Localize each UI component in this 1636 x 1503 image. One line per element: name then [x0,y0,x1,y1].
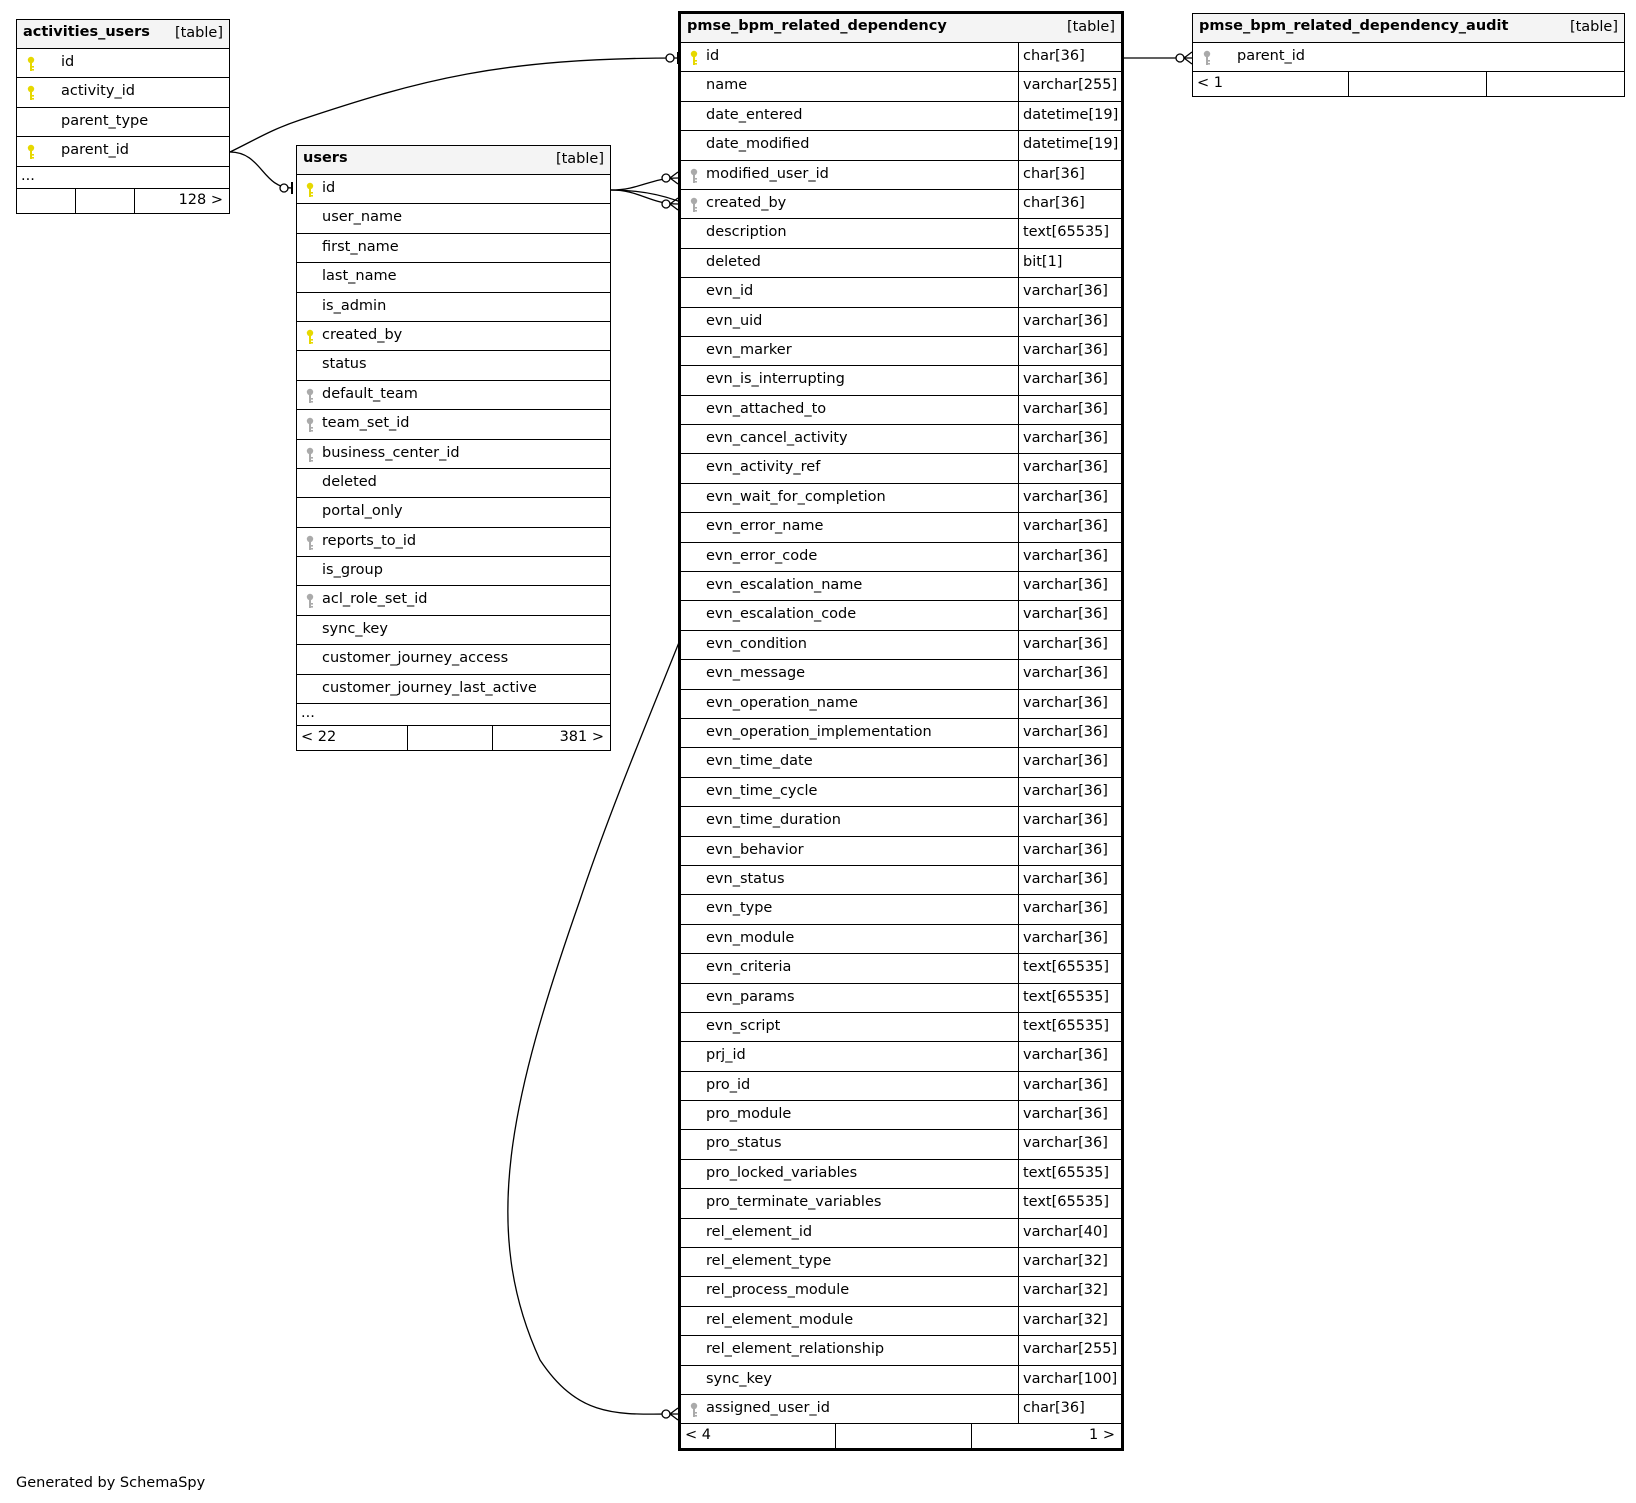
foreign-key-icon [306,417,314,433]
column-name: date_entered [706,106,803,123]
column-type: varchar[36] [1018,925,1121,953]
column-row[interactable] [681,190,1121,219]
column-name: id [322,180,336,196]
table-kind: [table] [1569,19,1618,35]
column-name: created_by [322,326,403,343]
column-type: varchar[36] [1018,719,1121,747]
column-row[interactable] [681,719,1121,748]
column-name: evn_params [706,988,795,1005]
column-type: varchar[36] [1018,1101,1121,1129]
column-name: description [706,224,787,241]
column-type: varchar[36] [1018,337,1121,365]
table-footer [681,1424,1121,1448]
column-type: varchar[36] [1018,895,1121,923]
column-row[interactable] [681,866,1121,895]
column-type: varchar[100] [1018,1366,1121,1394]
column-row[interactable] [297,234,610,263]
column-type: varchar[255] [1018,1336,1121,1364]
column-name: activity_id [61,83,135,100]
column-type: varchar[255] [1018,72,1121,100]
column-row[interactable] [681,1307,1121,1336]
column-row[interactable] [681,454,1121,483]
footer-divider [1348,72,1349,96]
column-type: varchar[36] [1018,513,1121,541]
rel-activities-users-to-users [230,152,292,188]
column-row[interactable] [681,278,1121,307]
column-row[interactable] [681,43,1121,72]
table-activities-users[interactable] [16,19,230,214]
table-header [1193,14,1624,43]
column-row[interactable] [17,49,229,78]
column-name: id [61,54,75,70]
footer-divider [492,726,493,750]
column-type: varchar[32] [1018,1248,1121,1276]
foreign-key-icon [690,1402,698,1418]
table-header [681,14,1121,43]
column-name: customer_journey_last_active [322,679,537,696]
column-name: rel_element_type [706,1253,832,1270]
column-type: text[65535] [1018,1160,1121,1188]
column-name: evn_escalation_name [706,577,863,594]
table-kind: [table] [555,151,604,167]
column-type: text[65535] [1018,1189,1121,1217]
parent-count-link[interactable]: < 1 [1197,75,1223,92]
column-row[interactable] [681,1042,1121,1071]
column-row[interactable] [297,204,610,233]
column-type: varchar[40] [1018,1219,1121,1247]
column-name: evn_behavior [706,841,804,858]
foreign-key-icon [306,388,314,404]
child-count-link[interactable]: 128 > [178,191,223,208]
column-type: datetime[19] [1018,131,1121,159]
column-name: evn_status [706,870,785,887]
column-type: varchar[36] [1018,278,1121,306]
column-name: evn_operation_name [706,694,858,711]
column-name: modified_user_id [706,165,829,182]
column-name: assigned_user_id [706,1399,830,1416]
column-row[interactable] [681,1248,1121,1277]
column-row[interactable] [681,1336,1121,1365]
column-name: first_name [322,238,399,255]
column-row[interactable] [681,131,1121,160]
column-type: varchar[36] [1018,690,1121,718]
column-row[interactable] [681,807,1121,836]
column-row[interactable] [681,308,1121,337]
column-name: pro_terminate_variables [706,1194,882,1211]
column-name: portal_only [322,503,403,520]
column-name: evn_script [706,1017,781,1034]
column-name: evn_escalation_code [706,606,857,623]
column-name: parent_id [61,142,130,159]
column-row[interactable] [681,837,1121,866]
column-row[interactable] [681,954,1121,983]
column-name: id [706,48,720,64]
column-name: sync_key [322,620,388,637]
column-type: varchar[36] [1018,1130,1121,1158]
column-type: varchar[36] [1018,778,1121,806]
column-name: business_center_id [322,444,460,461]
primary-key-icon [27,56,35,72]
column-row[interactable] [297,440,610,469]
column-row[interactable] [297,410,610,439]
rel-marker-zero [1176,54,1184,62]
footer-divider [134,189,135,213]
column-name: parent_type [61,112,149,129]
column-name: evn_marker [706,341,792,358]
column-name: parent_id [1237,48,1306,64]
rel-marker-zero [280,184,288,192]
footer-divider [835,1424,836,1448]
foreign-key-icon [306,593,314,609]
table-pmse-bpm-related-dependency-audit[interactable] [1192,13,1625,97]
column-name: evn_cancel_activity [706,430,848,447]
column-name: evn_module [706,929,795,946]
column-type: varchar[36] [1018,543,1121,571]
column-name: deleted [322,473,377,490]
column-row[interactable] [681,513,1121,542]
column-row[interactable] [681,1013,1121,1042]
rel-activities-users-to-dependency [230,58,678,152]
child-count-link[interactable]: 381 > [559,729,604,746]
column-type: varchar[32] [1018,1277,1121,1305]
primary-key-icon [27,144,35,160]
column-row[interactable] [681,984,1121,1013]
column-row[interactable] [297,675,610,704]
column-type: varchar[36] [1018,601,1121,629]
column-type: varchar[36] [1018,1042,1121,1070]
table-footer [17,189,229,213]
table-name[interactable]: pmse_bpm_related_dependency [687,18,947,34]
column-name: pro_id [706,1076,751,1093]
column-row[interactable] [681,1219,1121,1248]
column-row[interactable] [681,572,1121,601]
column-name: evn_error_code [706,547,818,564]
column-row[interactable] [297,263,610,292]
column-row[interactable] [681,1160,1121,1189]
primary-key-icon [27,85,35,101]
column-name: date_modified [706,136,810,153]
column-row[interactable] [297,498,610,527]
foreign-key-icon [1203,50,1211,66]
column-name: deleted [706,253,761,270]
column-name: status [322,356,367,373]
rel-marker-zero [666,54,674,62]
column-type: varchar[36] [1018,631,1121,659]
column-type: text[65535] [1018,984,1121,1012]
column-name: prj_id [706,1047,746,1064]
column-name: evn_operation_implementation [706,723,932,740]
column-name: evn_wait_for_completion [706,488,886,505]
foreign-key-icon [306,535,314,551]
column-type: varchar[36] [1018,308,1121,336]
table-users[interactable] [296,145,611,751]
parent-count-link[interactable]: < 22 [301,729,337,746]
column-row[interactable] [681,660,1121,689]
column-type: text[65535] [1018,219,1121,247]
column-name: evn_criteria [706,959,792,976]
column-name: evn_error_name [706,518,824,535]
column-row[interactable] [297,351,610,380]
column-row[interactable] [681,396,1121,425]
column-row[interactable] [681,72,1121,101]
column-row[interactable] [297,322,610,351]
column-row[interactable] [681,249,1121,278]
column-row[interactable] [681,895,1121,924]
column-row[interactable] [681,1101,1121,1130]
column-row[interactable] [681,925,1121,954]
column-type: varchar[36] [1018,454,1121,482]
column-name: evn_uid [706,312,763,329]
column-name: sync_key [706,1370,772,1387]
column-row[interactable] [681,425,1121,454]
column-row[interactable] [17,137,229,166]
column-row[interactable] [681,778,1121,807]
column-type: varchar[32] [1018,1307,1121,1335]
footer-divider [1486,72,1487,96]
foreign-key-icon [690,168,698,184]
column-row[interactable] [681,543,1121,572]
column-type: datetime[19] [1018,102,1121,130]
foreign-key-icon [690,197,698,213]
column-name: default_team [322,385,418,402]
column-name: rel_element_id [706,1223,813,1240]
column-row[interactable] [681,366,1121,395]
table-kind: [table] [1066,19,1115,35]
column-name: reports_to_id [322,532,417,549]
column-type: varchar[36] [1018,660,1121,688]
column-name: team_set_id [322,415,410,432]
column-row[interactable] [681,1072,1121,1101]
column-type: char[36] [1018,190,1121,218]
column-row[interactable] [17,78,229,107]
table-footer [1193,72,1624,96]
column-row[interactable] [681,631,1121,660]
column-row[interactable] [681,748,1121,777]
column-row[interactable] [681,601,1121,630]
column-name: evn_time_duration [706,812,841,829]
column-type: varchar[36] [1018,866,1121,894]
column-name: rel_process_module [706,1282,850,1299]
column-row[interactable] [681,102,1121,131]
column-name: evn_activity_ref [706,459,821,476]
rel-marker-zero [662,1410,670,1418]
column-name: evn_type [706,900,773,917]
column-name: evn_message [706,665,806,682]
column-row[interactable] [297,586,610,615]
column-row[interactable] [297,528,610,557]
rel-marker-zero [662,174,670,182]
column-row[interactable] [297,557,610,586]
column-name: is_admin [322,297,387,314]
table-pmse-bpm-related-dependency[interactable] [678,11,1124,1451]
column-type: varchar[36] [1018,396,1121,424]
table-name[interactable]: activities_users [23,24,150,40]
column-type: text[65535] [1018,1013,1121,1041]
column-type: char[36] [1018,1395,1121,1423]
column-row[interactable] [297,293,610,322]
column-row[interactable] [681,219,1121,248]
footer-divider [407,726,408,750]
column-name: created_by [706,194,787,211]
generated-by-credit: Generated by SchemaSpy [16,1475,206,1491]
rel-marker-zero [662,200,670,208]
column-name: evn_attached_to [706,400,827,417]
column-type: char[36] [1018,43,1121,71]
primary-key-icon [306,329,314,345]
column-type: text[65535] [1018,954,1121,982]
column-type: varchar[36] [1018,484,1121,512]
column-name: evn_is_interrupting [706,371,845,388]
foreign-key-icon [306,447,314,463]
column-name: customer_journey_access [322,650,509,667]
column-row[interactable] [681,161,1121,190]
column-type: char[36] [1018,161,1121,189]
column-name: evn_time_date [706,753,813,770]
column-name: is_group [322,562,383,579]
column-name: rel_element_module [706,1311,854,1328]
column-row[interactable] [681,337,1121,366]
column-type: varchar[36] [1018,807,1121,835]
column-name: user_name [322,209,402,226]
column-row[interactable] [681,1366,1121,1395]
column-row[interactable] [17,108,229,137]
more-columns-ellipsis: ... [17,167,229,189]
column-type: varchar[36] [1018,572,1121,600]
child-count-link[interactable]: 1 > [1089,1427,1115,1444]
table-name[interactable]: pmse_bpm_related_dependency_audit [1199,18,1509,34]
more-columns-ellipsis: ... [297,704,610,726]
column-row[interactable] [297,381,610,410]
table-header [297,146,610,175]
column-type: varchar[36] [1018,366,1121,394]
column-row[interactable] [681,484,1121,513]
column-name: rel_element_relationship [706,1341,885,1358]
table-header [17,20,229,49]
column-row[interactable] [681,1277,1121,1306]
column-name: name [706,77,748,94]
column-row[interactable] [1193,43,1624,72]
column-name: pro_locked_variables [706,1164,858,1181]
column-row[interactable] [297,645,610,674]
column-type: varchar[36] [1018,1072,1121,1100]
column-name: evn_condition [706,635,807,652]
table-footer [297,726,610,750]
column-row[interactable] [297,175,610,204]
column-type: varchar[36] [1018,748,1121,776]
column-name: evn_id [706,283,754,300]
footer-divider [971,1424,972,1448]
column-type: varchar[36] [1018,837,1121,865]
primary-key-icon [690,50,698,66]
column-name: last_name [322,268,397,285]
column-row[interactable] [681,1189,1121,1218]
column-type: bit[1] [1018,249,1121,277]
primary-key-icon [306,182,314,198]
column-row[interactable] [297,616,610,645]
column-row[interactable] [681,690,1121,719]
column-name: pro_module [706,1106,792,1123]
column-name: acl_role_set_id [322,591,428,608]
footer-divider [75,189,76,213]
column-name: evn_time_cycle [706,782,818,799]
parent-count-link[interactable]: < 4 [685,1427,711,1444]
column-type: varchar[36] [1018,425,1121,453]
column-row[interactable] [681,1395,1121,1424]
column-row[interactable] [681,1130,1121,1159]
table-kind: [table] [174,25,223,41]
table-name[interactable]: users [303,150,348,166]
column-name: pro_status [706,1135,782,1152]
column-row[interactable] [297,469,610,498]
